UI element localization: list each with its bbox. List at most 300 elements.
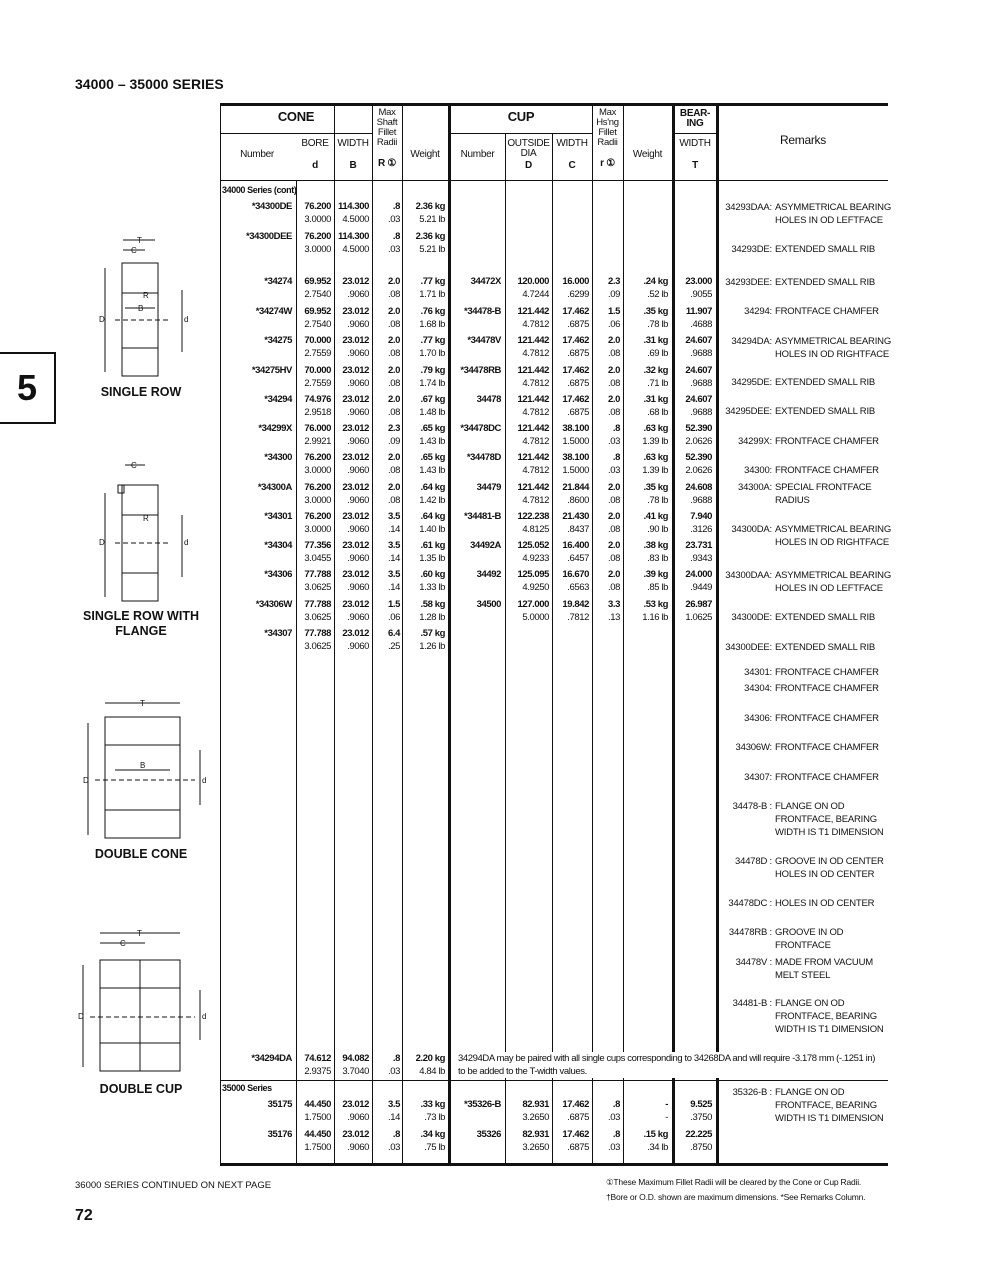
outside-dia-metric: 127.000 (517, 599, 549, 610)
shaft-fillet-metric: 6.4 (387, 628, 400, 639)
bearing-width-metric: 24.608 (685, 482, 712, 493)
cup-width-metric: 17.462 (562, 335, 589, 346)
cone-weight-metric: 2.36 kg (415, 231, 445, 242)
remark-text: EXTENDED SMALL RIB (775, 244, 876, 255)
cup-width (552, 510, 589, 536)
bore-imperial: 2.9375 (304, 1066, 331, 1077)
cup-number-metric: 34472X (470, 276, 501, 287)
bore (296, 510, 331, 536)
cone-width (334, 200, 369, 226)
header-bore-symbol: d (312, 160, 318, 171)
cone-width-metric: 23.012 (342, 540, 369, 551)
housing-fillet (592, 568, 620, 594)
bore-imperial: 3.0625 (304, 612, 331, 623)
cup-weight-metric: .63 kg (643, 423, 668, 434)
bearing-width-imperial: .9449 (690, 582, 712, 593)
shaft-fillet-imperial: .08 (387, 407, 400, 418)
cone-weight-metric: .79 kg (420, 365, 445, 376)
bore-imperial: 2.7559 (304, 348, 331, 359)
cup-width (552, 568, 589, 594)
cup-width (552, 364, 589, 390)
remark-part: 34481-B : (732, 998, 772, 1009)
cup-width-metric: 38.100 (562, 452, 589, 463)
cone-weight-imperial: 1.43 lb (419, 465, 445, 476)
outside-dia-imperial: 3.2650 (522, 1142, 549, 1153)
bore-metric: 77.788 (304, 599, 331, 610)
cup-width-imperial: .6875 (567, 407, 589, 418)
remark-part: 34300DA: (731, 524, 772, 535)
cone-width (334, 305, 369, 331)
cone-weight-metric: .77 kg (420, 335, 445, 346)
outside-dia (505, 598, 549, 624)
cup-weight (623, 275, 668, 301)
housing-fillet-imperial: .08 (607, 553, 620, 564)
cone-number (222, 393, 292, 406)
housing-fillet-metric: .8 (612, 423, 620, 434)
housing-fillet-metric: .8 (612, 452, 620, 463)
housing-fillet-imperial: .13 (607, 612, 620, 623)
housing-fillet (592, 275, 620, 301)
remark-part: 34294: (744, 306, 772, 317)
cup-width-imperial: .6875 (567, 378, 589, 389)
housing-fillet (592, 422, 620, 448)
cup-width-imperial: 1.5000 (562, 465, 589, 476)
shaft-fillet (372, 1128, 400, 1154)
cone-weight-imperial: 5.21 lb (419, 214, 445, 225)
column-rule (552, 133, 553, 1163)
shaft-fillet (372, 451, 400, 477)
shaft-fillet-metric: 3.5 (387, 511, 400, 522)
cone-width-imperial: .9060 (347, 1142, 369, 1153)
cup-width (552, 305, 589, 331)
housing-fillet (592, 539, 620, 565)
cone-width-imperial: .9060 (347, 319, 369, 330)
bore (296, 1052, 331, 1078)
page-title: 34000 – 35000 SERIES (75, 76, 224, 92)
bore-imperial: 3.0455 (304, 553, 331, 564)
bore-metric: 76.200 (304, 452, 331, 463)
housing-fillet-imperial: .08 (607, 378, 620, 389)
housing-fillet (592, 451, 620, 477)
cone-number (222, 451, 292, 464)
column-rule (623, 106, 624, 1163)
cone-number (222, 422, 292, 435)
bore-imperial: 3.0000 (304, 524, 331, 535)
cup-weight-imperial: .83 lb (647, 553, 668, 564)
cup-weight-metric: .41 kg (643, 511, 668, 522)
bore (296, 422, 331, 448)
cone-number-metric: 35176 (267, 1129, 292, 1140)
shaft-fillet-metric: 3.5 (387, 1099, 400, 1110)
cone-width-imperial: .9060 (347, 465, 369, 476)
cone-width-imperial: .9060 (347, 641, 369, 652)
cup-weight-metric: .35 kg (643, 306, 668, 317)
bore-metric: 74.612 (304, 1053, 331, 1064)
header-cup-weight: Weight (632, 149, 663, 160)
bore (296, 451, 331, 477)
cone-width-metric: 23.012 (342, 423, 369, 434)
cup-number-metric: 34492A (470, 540, 501, 551)
bearing-width-metric: 23.731 (685, 540, 712, 551)
shaft-fillet (372, 422, 400, 448)
outside-dia (505, 364, 549, 390)
bearing-width (674, 393, 712, 419)
cup-weight (623, 539, 668, 565)
cone-width-imperial: .9060 (347, 407, 369, 418)
remark-text: ASYMMETRICAL BEARING HOLES IN OD RIGHTFACE (775, 524, 892, 548)
cone-weight-metric: .77 kg (420, 276, 445, 287)
cup-number (450, 510, 501, 523)
cup-weight-metric: .38 kg (643, 540, 668, 551)
cone-number (222, 200, 292, 213)
remark-text: FLANGE ON OD FRONTFACE, BEARING WIDTH IS T1 DIMENSION (775, 801, 884, 838)
bearing-width-imperial: .9688 (690, 348, 712, 359)
bore-metric: 77.788 (304, 569, 331, 580)
cup-width (552, 1098, 589, 1124)
remark-text: ASYMMETRICAL BEARING HOLES IN OD RIGHTFACE (775, 336, 892, 360)
outside-dia-imperial: 4.7812 (522, 465, 549, 476)
cup-width (552, 539, 589, 565)
remark-part: 34293DAA: (725, 202, 772, 213)
bearing-width-imperial: .4688 (690, 319, 712, 330)
header-od: OUTSIDE DIA (507, 138, 550, 159)
cone-width-imperial: 4.5000 (342, 214, 369, 225)
shaft-fillet-imperial: .06 (387, 612, 400, 623)
cup-weight-metric: .53 kg (643, 599, 668, 610)
bearing-width (674, 305, 712, 331)
housing-fillet-imperial: .08 (607, 495, 620, 506)
remark-part: 34306W: (735, 742, 772, 753)
housing-fillet-metric: 2.0 (607, 394, 620, 405)
outside-dia (505, 334, 549, 360)
cone-number-metric: *34307 (264, 628, 292, 639)
column-rule-thick (672, 106, 675, 1163)
cup-weight-metric: .32 kg (643, 365, 668, 376)
housing-fillet-metric: 2.0 (607, 511, 620, 522)
remark-text: EXTENDED SMALL RIB (775, 406, 876, 417)
cone-weight (402, 275, 445, 301)
cone-weight-imperial: 1.42 lb (419, 495, 445, 506)
housing-fillet-metric: 2.0 (607, 335, 620, 346)
cup-width-imperial: .8600 (567, 495, 589, 506)
bore-metric: 76.200 (304, 511, 331, 522)
cone-weight (402, 627, 445, 653)
cup-weight-metric: - (665, 1099, 668, 1110)
bore-imperial: 1.7500 (304, 1112, 331, 1123)
cone-weight (402, 422, 445, 448)
bearing-width (674, 568, 712, 594)
shaft-fillet (372, 393, 400, 419)
bore-imperial: 3.0000 (304, 214, 331, 225)
bore-metric: 76.200 (304, 201, 331, 212)
shaft-fillet-metric: 2.0 (387, 482, 400, 493)
svg-text:d: d (184, 538, 189, 547)
bearing-width (674, 1098, 712, 1124)
outside-dia-metric: 122.238 (517, 511, 549, 522)
housing-fillet-metric: 2.0 (607, 482, 620, 493)
cone-weight (402, 393, 445, 419)
housing-fillet-imperial: .08 (607, 524, 620, 535)
cup-number (450, 568, 501, 581)
cone-weight-imperial: 1.68 lb (419, 319, 445, 330)
cone-number-metric: 35175 (267, 1099, 292, 1110)
header-cup: CUP (507, 109, 535, 124)
housing-fillet-metric: 2.0 (607, 569, 620, 580)
outside-dia-metric: 120.000 (517, 276, 549, 287)
bore (296, 230, 331, 256)
outside-dia (505, 481, 549, 507)
svg-text:R: R (143, 291, 149, 300)
cone-width-imperial: .9060 (347, 289, 369, 300)
bore-metric: 76.200 (304, 482, 331, 493)
cone-number-metric: *34275HV (251, 365, 292, 376)
bearing-width-imperial: .9688 (690, 407, 712, 418)
outside-dia-imperial: 4.7812 (522, 436, 549, 447)
outside-dia-metric: 82.931 (522, 1129, 549, 1140)
cup-number (450, 334, 501, 347)
cup-number (450, 364, 501, 377)
header-R: R ① (377, 158, 397, 169)
cone-width (334, 598, 369, 624)
cup-width-metric: 17.462 (562, 306, 589, 317)
cup-weight-imperial: .52 lb (647, 289, 668, 300)
housing-fillet-imperial: .06 (607, 319, 620, 330)
cup-number-metric: 34492 (476, 569, 501, 580)
cup-width-metric: 17.462 (562, 1129, 589, 1140)
cone-number-metric: *34274W (255, 306, 292, 317)
bearing-width (674, 539, 712, 565)
cone-weight-imperial: 1.74 lb (419, 378, 445, 389)
cup-width-imperial: .6563 (567, 582, 589, 593)
bore (296, 393, 331, 419)
cup-width-metric: 16.670 (562, 569, 589, 580)
cone-number-metric: *34300A (257, 482, 292, 493)
outside-dia (505, 568, 549, 594)
cone-width (334, 1098, 369, 1124)
svg-text:D: D (78, 1012, 84, 1021)
housing-fillet (592, 364, 620, 390)
cup-weight (623, 334, 668, 360)
header-remarks: Remarks (780, 133, 826, 147)
cone-weight (402, 598, 445, 624)
remark-text: HOLES IN OD CENTER (775, 898, 875, 909)
remark-part: 34300DE: (731, 612, 772, 623)
outside-dia-metric: 121.442 (517, 306, 549, 317)
remark-text: FRONTFACE CHAMFER (775, 742, 879, 753)
cone-weight-metric: 2.20 kg (415, 1053, 445, 1064)
outside-dia-imperial: 4.8125 (522, 524, 549, 535)
bearing-width-imperial: .9688 (690, 378, 712, 389)
cone-weight-imperial: .75 lb (424, 1142, 445, 1153)
cone-weight (402, 305, 445, 331)
cone-width-metric: 114.300 (337, 201, 369, 212)
cone-weight (402, 200, 445, 226)
header-width: WIDTH (337, 138, 369, 149)
series-label: 35000 Series (222, 1083, 272, 1093)
cone-number-metric: *34275 (264, 335, 292, 346)
svg-text:d: d (184, 315, 189, 324)
cone-width-metric: 114.300 (337, 231, 369, 242)
cone-width-imperial: .9060 (347, 436, 369, 447)
cone-weight-imperial: 1.71 lb (419, 289, 445, 300)
diagram-caption: SINGLE ROW WITH FLANGE (83, 609, 199, 638)
cup-number (450, 451, 501, 464)
cone-width-metric: 23.012 (342, 452, 369, 463)
cone-number (222, 230, 292, 243)
remark-part: 34300DAA: (725, 570, 772, 581)
cup-weight-metric: .24 kg (643, 276, 668, 287)
section-tab: 5 (0, 352, 56, 424)
housing-fillet (592, 481, 620, 507)
shaft-fillet-metric: .8 (392, 231, 400, 242)
shaft-fillet (372, 275, 400, 301)
cone-number-metric: *34294 (264, 394, 292, 405)
cup-weight-metric: .35 kg (643, 482, 668, 493)
cup-number (450, 598, 501, 611)
bore-metric: 44.450 (304, 1129, 331, 1140)
bearing-width (674, 364, 712, 390)
outside-dia (505, 510, 549, 536)
outside-dia-imperial: 4.9233 (522, 553, 549, 564)
svg-text:C: C (131, 246, 137, 255)
remark-part: 34300DEE: (725, 642, 772, 653)
outside-dia (505, 305, 549, 331)
cone-width (334, 230, 369, 256)
cone-weight-imperial: 1.40 lb (419, 524, 445, 535)
header-width-symbol: B (349, 160, 357, 171)
bearing-width-metric: 11.907 (685, 306, 712, 317)
cup-number (450, 275, 501, 288)
cup-number-metric: 34500 (476, 599, 501, 610)
cup-width (552, 334, 589, 360)
cone-weight-imperial: 1.43 lb (419, 436, 445, 447)
svg-text:R: R (143, 514, 149, 523)
svg-text:D: D (83, 776, 89, 785)
column-rule (402, 106, 403, 1163)
cup-weight (623, 598, 668, 624)
remark-part: 34293DE: (731, 244, 772, 255)
cup-width (552, 422, 589, 448)
cone-weight-imperial: 1.48 lb (419, 407, 445, 418)
cone-weight-metric: 2.36 kg (415, 201, 445, 212)
bore (296, 364, 331, 390)
remark-part: 35326-B : (732, 1087, 772, 1098)
cone-number-metric: *34294DA (251, 1053, 292, 1064)
shaft-fillet-metric: 2.0 (387, 394, 400, 405)
cone-number (222, 1098, 292, 1111)
cup-weight (623, 1128, 668, 1154)
cup-number-metric: *34478V (467, 335, 501, 346)
cone-width (334, 422, 369, 448)
remark-part: 34295DEE: (725, 406, 772, 417)
cup-width-imperial: .6875 (567, 1112, 589, 1123)
remark-text: ASYMMETRICAL BEARING HOLES IN OD LEFTFACE (775, 570, 892, 594)
remark-text: FLANGE ON OD FRONTFACE, BEARING WIDTH IS T1 DIMENSION (775, 1087, 884, 1124)
cup-width-imperial: 1.5000 (562, 436, 589, 447)
bearing-width-imperial: .9688 (690, 495, 712, 506)
bore-imperial: 3.0625 (304, 641, 331, 652)
bore-metric: 76.000 (304, 423, 331, 434)
column-rule (334, 106, 335, 1163)
shaft-fillet-imperial: .14 (387, 1112, 400, 1123)
shaft-fillet-imperial: .25 (387, 641, 400, 652)
page-number: 72 (75, 1207, 93, 1224)
cone-number (222, 1128, 292, 1141)
remark-text: EXTENDED SMALL RIB (775, 642, 876, 653)
svg-text:B: B (140, 761, 146, 770)
shaft-fillet (372, 510, 400, 536)
cup-width (552, 1128, 589, 1154)
cone-weight-imperial: 1.28 lb (419, 612, 445, 623)
svg-text:C: C (131, 461, 137, 470)
column-rule (592, 106, 593, 1163)
shaft-fillet-imperial: .03 (387, 1142, 400, 1153)
bore-imperial: 3.0000 (304, 465, 331, 476)
bore (296, 334, 331, 360)
cup-weight (623, 510, 668, 536)
outside-dia-imperial: 4.9250 (522, 582, 549, 593)
cone-width-imperial: .9060 (347, 378, 369, 389)
cup-number (450, 481, 501, 494)
cone-width (334, 539, 369, 565)
bearing-width-metric: 23.000 (685, 276, 712, 287)
cone-width (334, 627, 369, 653)
cone-weight-metric: .67 kg (420, 394, 445, 405)
shaft-fillet (372, 627, 400, 653)
cone-width (334, 481, 369, 507)
remark-text: GROOVE IN OD CENTER HOLES IN OD CENTER (775, 856, 884, 880)
bore-metric: 76.200 (304, 231, 331, 242)
housing-fillet-metric: 3.3 (607, 599, 620, 610)
cone-width-metric: 23.012 (342, 599, 369, 610)
remark-part: 34478V : (735, 957, 772, 968)
shaft-fillet-imperial: .09 (387, 436, 400, 447)
cone-weight (402, 334, 445, 360)
cone-number-metric: *34300DE (251, 201, 292, 212)
svg-text:T: T (140, 699, 145, 708)
cup-weight (623, 1098, 668, 1124)
svg-text:C: C (120, 939, 126, 948)
cup-width (552, 451, 589, 477)
outside-dia-metric: 125.052 (517, 540, 549, 551)
outside-dia-imperial: 4.7812 (522, 319, 549, 330)
cone-width-metric: 23.012 (342, 628, 369, 639)
bearing-width-imperial: 1.0625 (685, 612, 712, 623)
cone-width-metric: 23.012 (342, 1099, 369, 1110)
header-T: T (692, 160, 698, 171)
cone-number-metric: *34300 (264, 452, 292, 463)
shaft-fillet-metric: 2.3 (387, 423, 400, 434)
bore (296, 539, 331, 565)
cone-width-imperial: 4.5000 (342, 244, 369, 255)
cone-number-metric: *34299X (258, 423, 292, 434)
cone-width-imperial: .9060 (347, 348, 369, 359)
cone-width (334, 568, 369, 594)
shaft-fillet-imperial: .14 (387, 553, 400, 564)
cup-weight-imperial: .69 lb (647, 348, 668, 359)
header-od-symbol: D (525, 160, 532, 171)
remark-text: ASYMMETRICAL BEARING HOLES IN OD LEFTFACE (775, 202, 892, 226)
cone-number-metric: *34274 (264, 276, 292, 287)
cup-weight-imperial: .78 lb (647, 495, 668, 506)
cup-width-imperial: .6875 (567, 348, 589, 359)
cup-number-metric: *34478D (466, 452, 501, 463)
shaft-fillet-metric: 2.0 (387, 452, 400, 463)
housing-fillet-metric: 2.3 (607, 276, 620, 287)
outside-dia (505, 422, 549, 448)
remark-part: 34295DE: (731, 377, 772, 388)
remark-part: 34304: (744, 683, 772, 694)
